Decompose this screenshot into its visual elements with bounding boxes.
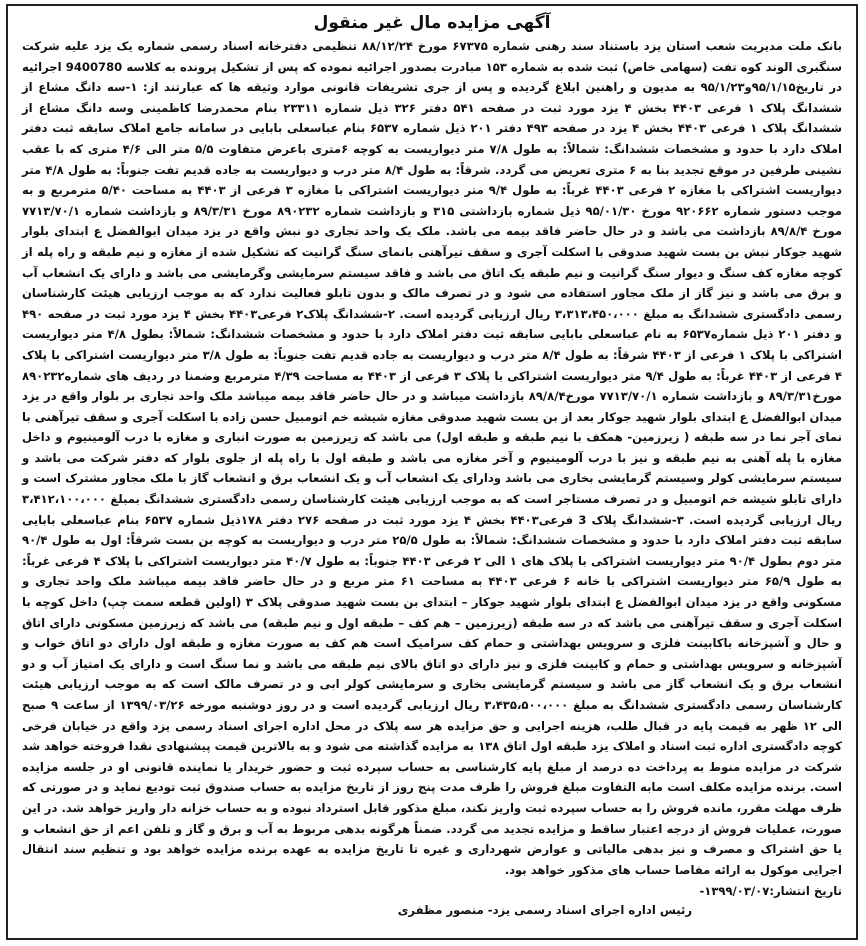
notice-footer xyxy=(22,882,842,920)
publication-date: تاریخ انتشار:۱۳۹۹/۰۳/۰۷- xyxy=(699,884,842,899)
signature-line: رئیس اداره اجرای اسناد رسمی یزد- منصور مظفری xyxy=(397,903,692,918)
notice-title: آگهی مزایده مال غیر منقول xyxy=(313,13,551,33)
auction-notice xyxy=(6,4,858,940)
notice-body: بانک ملت مدیریت شعب استان یزد باستناد سند رهنی شماره ۶۷۳۷۵ مورخ ۸۸/۱۲/۲۴ تنظیمی دفترخانه اسناد رسمی شماره یک یزد علیه شرکت سنگبری الوند کوه تفت (سهامی خاص) ثبت شده به شماره ۱۵۳ مبادرت بصدور اجرائیه نموده که پس از تشکیل پرونده به کلاسه 9400780 اجرائیه در تاریخ۹۵/۱/۱۵و۹۵/۱/۲۳ به مدیون و راهنین ابلاغ گردیده و پس از جری تشریفات قانونی موارد وثیقه ها که عبارتند از: ۱-سه دانگ مشاع از ششدانگ پلاک ۱ فرعی ۴۴۰۳ بخش ۴ یزد مورد ثبت در صفحه ۵۴۱ دفتر ۳۲۶ ذیل شماره ۲۳۳۱۱ بنام محمدرضا کاظمینی وسه دانگ مشاع از ششدانگ پلاک ۱ فرعی ۴۴۰۳ بخش ۴ یزد در صفحه ۴۹۳ دفتر ۲۰۱ ذیل شماره ۶۵۳۷ بنام عباسعلی بابایی در سامانه جامع املاک سابقه ثبت دفتر املاک دارد با حدود و مشخصات ششدانگ: شمالاً: به طول ۷/۸ متر دیواریست به کوچه ۶متری باعرض متفاوت ۵/۵ متر الی ۴/۶ متری که با عقب نشینی طرفین در موقع تجدید بنا به ۶ متری تعریض می گردد. شرقاً: به طول ۸/۴ متر درب و دیواریست به جاده قدیم تفت جنوباً: به طول ۴/۸ متر دیواریست اشتراکی با مغازه ۲ فرعی ۴۴۰۳ غرباً: به طول ۹/۴ متر دیواریست اشتراکی با مغازه ۳ فرعی از ۴۴۰۳ به مساحت ۵/۴۰ مترمربع و به موجب دستور شماره ۹۲۰۶۶۲ مورخ ۹۵/۰۱/۳۰ ذیل شماره بازداشتی ۳۱۵ و بازداشت شماره ۸۹۰۲۳۲ مورخ ۸۹/۳/۳۱ و بازداشت شماره ۷۷۱۳/۷۰/۱ مورخ ۸۹/۸/۴ بازداشت می باشد و در حال حاضر فاقد بیمه می باشد. ملک یک واحد تجاری دو نبش واقع در یزد میدان ابوالفضل ع ابتدای بلوار شهید جوکار نبش بن بست شهید صدوقی با اسکلت آجری و سقف تیرآهنی بانمای سنگ گرانیت که تشکیل شده از مغازه و نیم طبقه و راه پله از کوچه مغازه کف سنگ و دیوار سنگ گرانیت و نیم طبقه یک اتاق می باشد و فاقد سیستم سرمایشی وگرمایشی می باشد و دارای یک انشعاب آب و برق می باشد و نیز گاز از ملک مجاور استفاده می شود و در تصرف مالک و بدون تابلو فعالیت ندارد که به موجب ارزیابی هیئت کارشناسان رسمی دادگستری ششدانگ به مبلغ ۳،۳۱۳،۴۵۰،۰۰۰ ریال ارزیابی گردیده است. ۲-ششدانگ پلاک۲ فرعی۴۴۰۳ بخش ۴ یزد مورد ثبت در صفحه ۴۹۰ و دفتر ۲۰۱ ذیل شماره۶۵۳۷ به نام عباسعلی بابایی سابقه ثبت دفتر املاک دارد با حدود و مشخصات ششدانگ: شمالاً: بطول ۴/۸ متر دیواریست اشتراکی با پلاک ۱ فرعی از ۴۴۰۳ شرقاً: به طول ۸/۴ متر درب و دیواریست به جاده قدیم تفت جنوباً: به طول ۳/۸ متر دیواریست اشتراکی با پلاک ۴ فرعی از ۴۴۰۳ غرباً: به طول ۹/۴ متر دیواریست اشتراکی با پلاک ۳ فرعی از ۴۴۰۳ به مساحت ۴/۳۹ مترمربع وضمنا در ردیف های شماره۸۹۰۲۳۲ مورخ۸۹/۳/۳۱ و بازداشت شماره ۷۷۱۳/۷۰/۱ مورخ۸۹/۸/۴ بازداشت میباشد و در حال حاضر فاقد بیمه میباشد ملک واحد تجاری بر بلوار واقع در یزد میدان ابوالفضل ع ابتدای بلوار شهید جوکار بعد از بن بست شهید صدوقی مغازه شیشه خم اتومبیل حسن زاده با اسکلت آجری و سقف تیرآهنی با نمای آجر نما در سه طبقه ( زیرزمین- همکف با نیم طبقه و طبقه اول) می باشد که زیرزمین به صورت انباری و مغازه با درب آلومینیوم و داخل مغازه با پله آهنی به نیم طبقه و نیز با درب آلومینیوم و آخر مغازه می باشد و طبقه اول با راه پله از جلوی بلوار که دفتر شرکت می باشد و سیستم سرمایشی کولر وسیستم گرمایشی بخاری می باشد ودارای یک انشعاب آب و یک انشعاب برق و انشعاب گاز با ملک مجاور مشترک است و دارای تابلو شیشه خم اتومبیل و در تصرف مستاجر است که به موجب ارزیابی هیئت کارشناسان رسمی دادگستری ششدانگ بمبلغ ۳،۴۱۲،۱۰۰،۰۰۰ ریال ارزیابی گردیده است. ۳-ششدانگ پلاک 3 فرعی۴۴۰۳ بخش ۴ یزد مورد ثبت در صفحه ۲۷۶ دفتر ۱۷۸ذیل شماره ۶۵۳۷ بنام عباسعلی بابایی سابقه ثبت دفتر املاک دارد با حدود و مشخصات ششدانگ: شمالاً: به طول ۲۵/۵ متر درب و دیواریست به کوچه بن بست شرقاً: اول به طول ۹۰/۴ متر دوم بطول ۹۰/۴ متر دیواریست اشتراکی با پلاک های ۱ الی ۲ فرعی ۴۴۰۳ جنوباً: به طول ۴۰/۷ متر دیواریست اشتراکی با پلاک ۴ فرعی غرباً: به طول ۶۵/۹ متر دیواریست اشتراکی با خانه ۶ فرعی ۴۴۰۳ به مساحت ۶۱ متر مربع و در حال حاضر فاقد بیمه میباشد ملک واحد تجاری و مسکونی واقع در یزد میدان ابوالفضل ع ابتدای بلوار شهید جوکار – ابتدای بن بست شهید صدوقی پلاک ۳ (اولین قطعه سمت چپ) داخل کوچه با اسکلت آجری و سقف تیرآهنی می باشد که در سه طبقه (زیرزمین – هم کف – طبقه اول و نیم طبقه) می باشد که زیرزمین مسکونی دارای اتاق و حال و آشپزخانه باکابینت فلزی و سرویس بهداشتی و حمام کف سرامیک است هم کف به صورت مغازه و طبقه اول دارای دو اتاق خواب و آشپزخانه و سرویس بهداشتی و حمام و کابینت فلزی و نیز دارای دو اتاق بالای نیم طبقه می باشد و نما سنگ است و دارای یک امتیاز آب و دو انشعاب برق و یک انشعاب گاز می باشد و سیستم گرمایشی بخاری و سرمایشی کولر ابی و در تصرف مالک است که به موجب ارزیابی هیئت کارشناسان رسمی دادگستری ششدانگ به مبلغ ۳،۴۳۵،۵۰۰،۰۰۰ ریال ارزیابی گردیده است و در روز دوشنبه مورخه ۱۳۹۹/۰۳/۲۶ از ساعت ۹ صبح الی ۱۲ ظهر به قیمت پایه در قبال طلب، هزینه اجرایی و حق مزایده هر سه پلاک در محل اداره اجرای اسناد رسمی یزد واقع در خیابان فرخی کوچه دادگستری اداره ثبت اسناد و املاک یزد طبقه اول اتاق ۱۳۸ به مزایده گذاشته می شود و به بالاترین قیمت پیشنهادی نقدا فروخته خواهد شد شرکت در مزایده منوط به پرداخت ده درصد از مبلغ پایه کارشناسی به حساب سپرده ثبت و حضور خریدار یا نماینده قانونی او در جلسه مزایده است. برنده مزایده مکلف است مابه التفاوت مبلغ فروش را ظرف مدت پنج روز از تاریخ مزایده به حساب صندوق ثبت تودیع نماید و در صورتی که ظرف مهلت مقرر، مانده فروش را به حساب سپرده ثبت واریز نکند، مبلغ مذکور قابل استرداد نبوده و به حساب خزانه دار واریز خواهد شد. در این صورت، عملیات فروش از درجه اعتبار ساقط و مزایده تجدید می گردد. ضمناً هرگونه بدهی مربوط به آب و برق و گاز و تلفن اعم از حق انشعاب و یا حق اشتراک و مصرف و نیز بدهی مالیاتی و عوارض شهرداری و غیره تا تاریخ مزایده به عهده برنده مزایده خواهد بود و تنظیم سند انتقال اجرایی موکول به ارائه مفاصا حساب های مذکور خواهد بود. xyxy=(22,39,843,877)
